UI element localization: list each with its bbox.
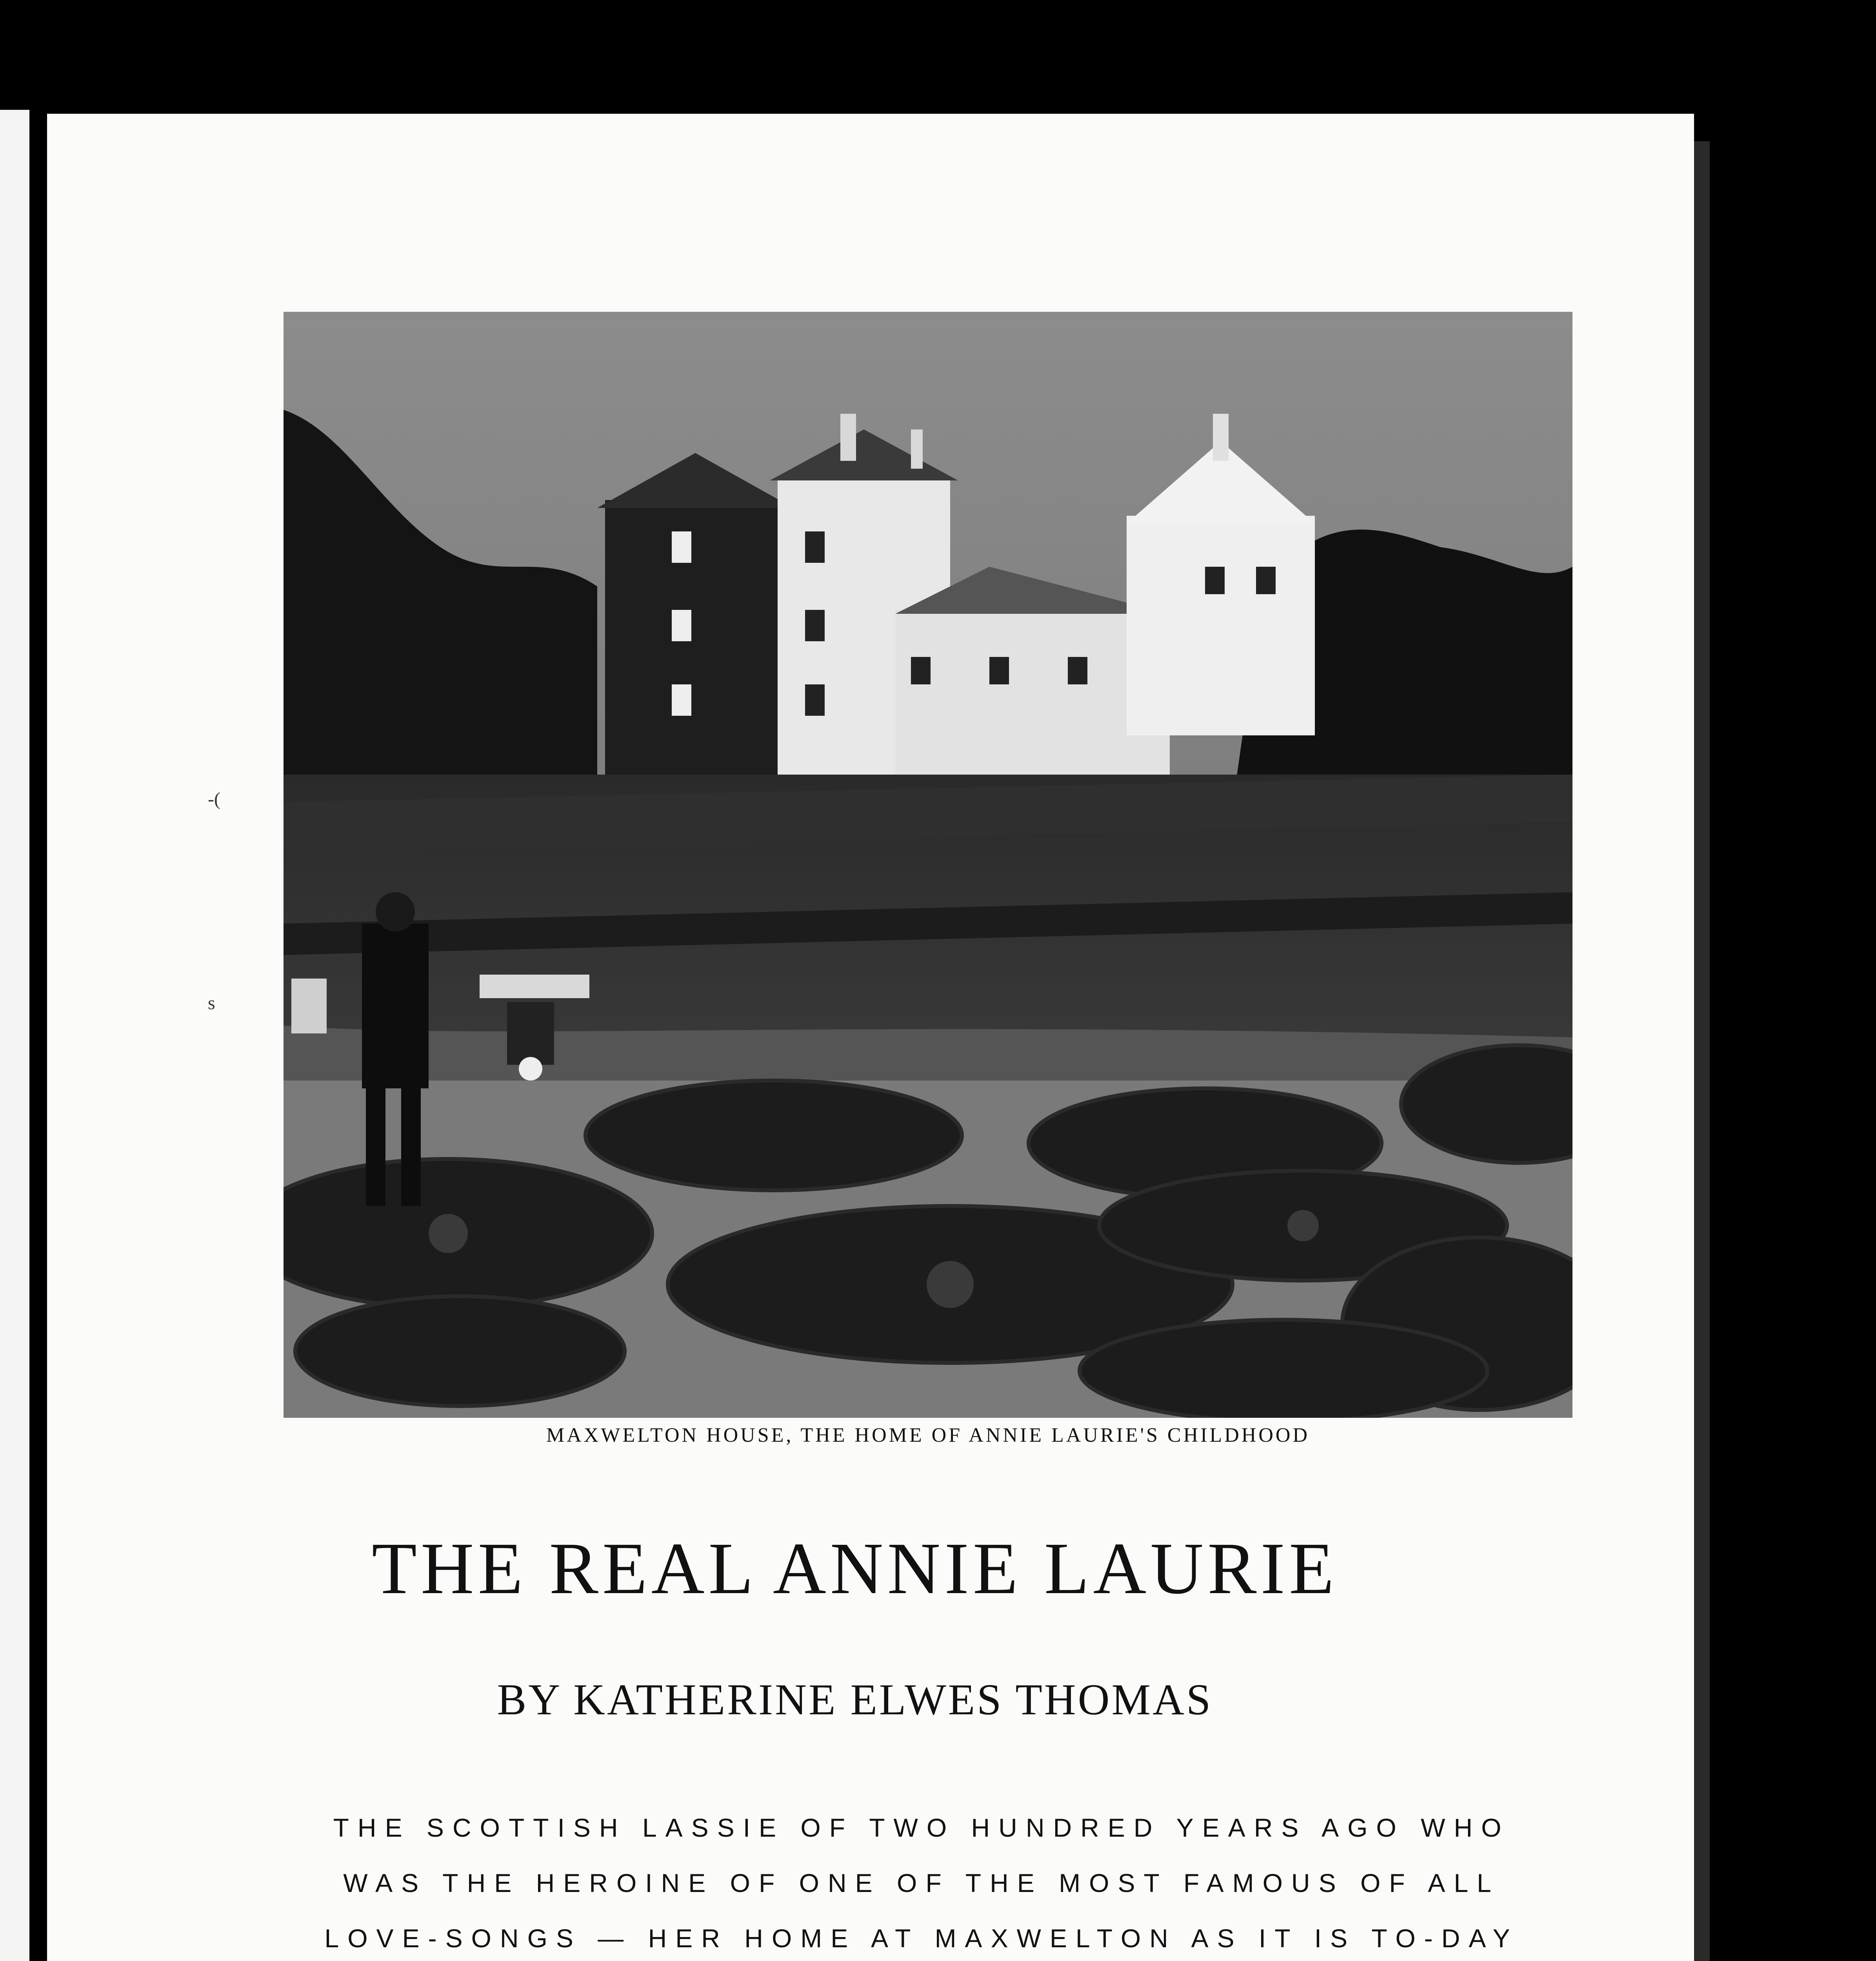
deck-line: WAS THE HEROINE OF ONE OF THE MOST FAMOUS OF ALL xyxy=(343,1868,1500,1897)
article-byline: BY KATHERINE ELWES THOMAS xyxy=(497,1675,1213,1724)
facing-page-edge xyxy=(0,110,29,1961)
photo-caption: MAXWELTON HOUSE, THE HOME OF ANNIE LAURIE'S CHILDHOOD xyxy=(546,1424,1310,1446)
article-deck xyxy=(235,1800,1608,1961)
article-title: THE REAL ANNIE LAURIE xyxy=(372,1527,1338,1609)
margin-mark: s xyxy=(208,993,215,1013)
deck-line: LOVE-SONGS — HER HOME AT MAXWELTON AS IT IS TO-DAY xyxy=(324,1924,1519,1953)
photo-illustration xyxy=(284,312,1572,1418)
deck-line: THE SCOTTISH LASSIE OF TWO HUNDRED YEARS AGO WHO xyxy=(333,1813,1510,1842)
margin-mark: -( xyxy=(208,789,220,810)
maxwelton-house-photo xyxy=(284,312,1572,1418)
page-edge-shadow xyxy=(1694,141,1710,1961)
